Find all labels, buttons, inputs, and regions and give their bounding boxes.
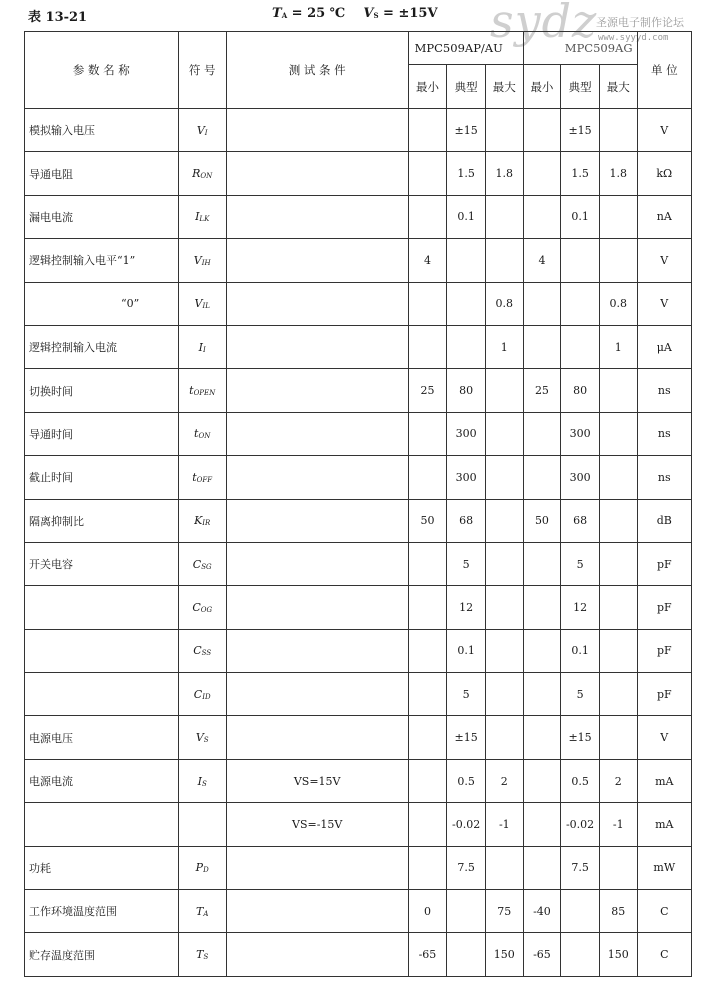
param-symbol	[178, 282, 226, 325]
symbol-subscript: S	[201, 779, 207, 788]
value-b-max	[599, 239, 637, 282]
table-row	[25, 109, 692, 152]
unit: μA	[637, 325, 691, 368]
symbol-subscript: OG	[200, 605, 213, 614]
param-symbol	[178, 759, 226, 802]
value-b-max: 85	[599, 890, 637, 933]
value-a-min: 0	[408, 890, 447, 933]
symbol-main: I	[198, 340, 203, 354]
symbol-subscript: OPEN	[193, 389, 216, 398]
symbol-main: P	[195, 861, 204, 875]
value-b-typ: 0.5	[561, 759, 600, 802]
param-symbol	[178, 629, 226, 672]
param-name: 逻辑控制输入电流	[25, 325, 179, 368]
param-name: 导通电阻	[25, 152, 179, 195]
value-a-min	[408, 282, 447, 325]
symbol-subscript: SG	[201, 562, 212, 571]
test-condition	[226, 846, 408, 889]
value-b-typ: 0.1	[561, 195, 600, 238]
value-a-max	[485, 716, 523, 759]
symbol-main: C	[192, 600, 201, 614]
symbol-main: T	[195, 904, 204, 918]
col-header-min: 最小	[523, 65, 561, 109]
symbol-main: C	[193, 687, 203, 701]
value-a-typ: 300	[447, 456, 486, 499]
value-a-typ: 0.5	[447, 759, 486, 802]
value-b-max	[599, 846, 637, 889]
value-b-min: 50	[523, 499, 561, 542]
value-a-min	[408, 325, 447, 368]
value-a-max	[485, 629, 523, 672]
test-condition	[226, 239, 408, 282]
value-b-min: 4	[523, 239, 561, 282]
value-a-min	[408, 629, 447, 672]
param-symbol	[178, 542, 226, 585]
table-row	[25, 456, 692, 499]
value-a-max: 1	[485, 325, 523, 368]
param-symbol	[178, 586, 226, 629]
vs-symbol: V	[363, 6, 374, 21]
unit: ns	[637, 369, 691, 412]
spec-table	[24, 31, 692, 977]
table-condition	[272, 6, 438, 30]
value-a-max	[485, 369, 523, 412]
value-b-min	[523, 716, 561, 759]
watermark-title: 圣源电子制作论坛	[596, 16, 684, 29]
param-symbol	[178, 239, 226, 282]
value-a-max	[485, 673, 523, 716]
value-a-min: 4	[408, 239, 447, 282]
test-condition	[226, 282, 408, 325]
value-b-typ	[561, 890, 600, 933]
col-header-typ: 典型	[561, 65, 600, 109]
test-condition	[226, 325, 408, 368]
value-a-typ: 12	[447, 586, 486, 629]
value-a-max	[485, 195, 523, 238]
value-a-typ: 80	[447, 369, 486, 412]
symbol-main: t	[189, 384, 194, 398]
value-b-typ: 7.5	[561, 846, 600, 889]
col-header-series-a: MPC509AP/AU	[408, 32, 523, 65]
symbol-main: C	[193, 644, 202, 658]
value-b-max	[599, 673, 637, 716]
value-b-max: -1	[599, 803, 637, 846]
table-row	[25, 759, 692, 802]
value-a-typ	[447, 325, 486, 368]
table-row	[25, 673, 692, 716]
symbol-subscript: IH	[201, 258, 211, 267]
table-row	[25, 412, 692, 455]
value-b-max: 0.8	[599, 282, 637, 325]
unit: V	[637, 282, 691, 325]
unit: mA	[637, 803, 691, 846]
value-a-max: -1	[485, 803, 523, 846]
symbol-main: T	[196, 948, 204, 962]
test-condition	[226, 152, 408, 195]
watermark-logo: sydz	[490, 0, 598, 48]
value-a-max	[485, 456, 523, 499]
symbol-subscript: I	[204, 128, 208, 137]
value-b-typ	[561, 325, 600, 368]
param-name: 电源电流	[25, 759, 179, 802]
symbol-main: V	[194, 297, 203, 311]
value-b-max: 2	[599, 759, 637, 802]
unit: pF	[637, 673, 691, 716]
value-b-typ: 80	[561, 369, 600, 412]
value-b-typ: -0.02	[561, 803, 600, 846]
unit: V	[637, 239, 691, 282]
test-condition	[226, 542, 408, 585]
test-condition	[226, 456, 408, 499]
value-b-typ: 5	[561, 673, 600, 716]
test-condition: VS=-15V	[226, 803, 408, 846]
param-symbol	[178, 846, 226, 889]
param-name: 功耗	[25, 846, 179, 889]
value-a-min	[408, 673, 447, 716]
param-symbol	[178, 499, 226, 542]
value-a-min: -65	[408, 933, 447, 976]
symbol-main: V	[193, 253, 202, 267]
col-header-condition: 测 试 条 件	[226, 32, 408, 109]
test-condition	[226, 195, 408, 238]
value-a-typ: ±15	[447, 716, 486, 759]
value-a-max	[485, 109, 523, 152]
param-symbol	[178, 109, 226, 152]
value-a-min	[408, 412, 447, 455]
col-header-series-b: MPC509AG	[523, 32, 637, 65]
unit: ns	[637, 456, 691, 499]
param-name: 隔离抑制比	[25, 499, 179, 542]
value-a-min	[408, 586, 447, 629]
table-row	[25, 629, 692, 672]
table-number: 表 13-21	[28, 10, 88, 25]
param-name: 开关电容	[25, 542, 179, 585]
unit: mW	[637, 846, 691, 889]
param-name: 漏电电流	[25, 195, 179, 238]
param-name: 导通时间	[25, 412, 179, 455]
symbol-subscript: ID	[202, 692, 211, 701]
symbol-subscript: IR	[202, 519, 211, 528]
value-b-min	[523, 412, 561, 455]
value-b-min: 25	[523, 369, 561, 412]
value-b-max	[599, 629, 637, 672]
value-b-min	[523, 629, 561, 672]
symbol-main: V	[196, 123, 205, 137]
value-b-typ: 1.5	[561, 152, 600, 195]
table-row	[25, 716, 692, 759]
table-row	[25, 152, 692, 195]
value-a-min	[408, 109, 447, 152]
unit: ns	[637, 412, 691, 455]
value-a-min: 50	[408, 499, 447, 542]
value-b-min	[523, 109, 561, 152]
value-a-min	[408, 846, 447, 889]
test-condition	[226, 412, 408, 455]
unit: pF	[637, 586, 691, 629]
spec-table-body	[25, 109, 692, 977]
value-b-min	[523, 759, 561, 802]
test-condition	[226, 369, 408, 412]
value-a-min	[408, 542, 447, 585]
test-condition	[226, 933, 408, 976]
value-b-max	[599, 542, 637, 585]
symbol-subscript: A	[203, 909, 209, 918]
table-row	[25, 195, 692, 238]
table-row	[25, 325, 692, 368]
unit: dB	[637, 499, 691, 542]
value-a-typ: 0.1	[447, 195, 486, 238]
test-condition	[226, 716, 408, 759]
col-header-typ: 典型	[447, 65, 486, 109]
table-row	[25, 586, 692, 629]
symbol-subscript: LK	[199, 215, 210, 224]
table-row	[25, 239, 692, 282]
param-symbol	[178, 195, 226, 238]
symbol-subscript: ON	[198, 432, 211, 441]
value-a-typ: -0.02	[447, 803, 486, 846]
symbol-main: R	[192, 167, 201, 181]
param-name	[25, 803, 179, 846]
param-symbol	[178, 716, 226, 759]
value-a-typ: 7.5	[447, 846, 486, 889]
value-a-max	[485, 412, 523, 455]
value-a-min	[408, 803, 447, 846]
value-a-typ	[447, 890, 486, 933]
symbol-subscript: ON	[200, 172, 213, 181]
value-a-min	[408, 716, 447, 759]
param-name: 逻辑控制输入电平“1”	[25, 239, 179, 282]
unit: mA	[637, 759, 691, 802]
value-b-max: 150	[599, 933, 637, 976]
table-row	[25, 369, 692, 412]
symbol-subscript: IL	[202, 302, 210, 311]
symbol-subscript: D	[203, 866, 209, 875]
value-a-typ: 0.1	[447, 629, 486, 672]
value-a-typ: 5	[447, 673, 486, 716]
unit: V	[637, 109, 691, 152]
table-row	[25, 803, 692, 846]
table-row	[25, 846, 692, 889]
value-a-max: 150	[485, 933, 523, 976]
param-name: 贮存温度范围	[25, 933, 179, 976]
value-b-max	[599, 412, 637, 455]
col-header-unit: 单 位	[637, 32, 691, 109]
value-b-min: -40	[523, 890, 561, 933]
value-b-typ	[561, 282, 600, 325]
test-condition	[226, 109, 408, 152]
test-condition	[226, 673, 408, 716]
value-b-typ	[561, 239, 600, 282]
value-b-max	[599, 499, 637, 542]
value-b-typ: 5	[561, 542, 600, 585]
unit: C	[637, 933, 691, 976]
ta-subscript: A	[281, 11, 288, 20]
unit: nA	[637, 195, 691, 238]
test-condition	[226, 629, 408, 672]
value-b-min	[523, 846, 561, 889]
test-condition	[226, 499, 408, 542]
value-a-max	[485, 499, 523, 542]
param-name: “0”	[25, 282, 179, 325]
value-a-typ: 68	[447, 499, 486, 542]
value-b-min	[523, 456, 561, 499]
param-symbol	[178, 456, 226, 499]
param-symbol	[178, 933, 226, 976]
value-a-min	[408, 759, 447, 802]
value-a-min	[408, 152, 447, 195]
value-b-typ: 300	[561, 412, 600, 455]
symbol-subscript: S	[203, 953, 209, 962]
value-b-min	[523, 673, 561, 716]
symbol-main: I	[197, 774, 202, 788]
value-a-max	[485, 846, 523, 889]
col-header-min: 最小	[408, 65, 447, 109]
value-b-max	[599, 195, 637, 238]
param-name	[25, 673, 179, 716]
symbol-main: t	[192, 470, 197, 484]
param-symbol	[178, 673, 226, 716]
table-row	[25, 282, 692, 325]
value-b-max	[599, 586, 637, 629]
value-b-typ: 0.1	[561, 629, 600, 672]
value-a-max: 1.8	[485, 152, 523, 195]
value-b-max: 1	[599, 325, 637, 368]
col-header-max: 最大	[485, 65, 523, 109]
symbol-subscript: SS	[201, 649, 212, 658]
col-header-symbol: 符 号	[178, 32, 226, 109]
ta-value: = 25 ℃	[287, 6, 346, 21]
symbol-subscript: OFF	[196, 475, 213, 484]
symbol-main: t	[194, 427, 199, 441]
value-a-max	[485, 239, 523, 282]
param-symbol	[178, 369, 226, 412]
param-name	[25, 629, 179, 672]
param-name: 工作环境温度范围	[25, 890, 179, 933]
symbol-main: V	[195, 731, 204, 745]
value-b-max	[599, 369, 637, 412]
value-a-typ: 1.5	[447, 152, 486, 195]
value-a-max: 0.8	[485, 282, 523, 325]
value-b-typ	[561, 933, 600, 976]
watermark-url: www.syyyd.com	[598, 33, 669, 43]
symbol-main: C	[192, 557, 202, 571]
unit: V	[637, 716, 691, 759]
value-b-min	[523, 195, 561, 238]
unit: C	[637, 890, 691, 933]
symbol-main: K	[194, 514, 203, 528]
value-b-min	[523, 152, 561, 195]
param-symbol	[178, 412, 226, 455]
table-row	[25, 933, 692, 976]
value-a-typ	[447, 933, 486, 976]
col-header-name: 参 数 名 称	[25, 32, 179, 109]
symbol-subscript: S	[203, 736, 209, 745]
table-row	[25, 499, 692, 542]
value-a-max	[485, 542, 523, 585]
value-a-typ: 300	[447, 412, 486, 455]
value-b-typ: 300	[561, 456, 600, 499]
value-b-min: -65	[523, 933, 561, 976]
value-b-max	[599, 716, 637, 759]
param-symbol	[178, 325, 226, 368]
value-a-typ: 5	[447, 542, 486, 585]
unit: kΩ	[637, 152, 691, 195]
test-condition	[226, 890, 408, 933]
param-name: 切换时间	[25, 369, 179, 412]
value-b-min	[523, 542, 561, 585]
value-b-max	[599, 109, 637, 152]
value-a-max: 2	[485, 759, 523, 802]
symbol-subscript: I	[202, 345, 206, 354]
test-condition	[226, 586, 408, 629]
value-a-max: 75	[485, 890, 523, 933]
vs-value: = ±15V	[378, 6, 438, 21]
unit: pF	[637, 629, 691, 672]
unit: pF	[637, 542, 691, 585]
value-b-min	[523, 325, 561, 368]
param-symbol	[178, 803, 226, 846]
param-name: 截止时间	[25, 456, 179, 499]
value-a-min	[408, 456, 447, 499]
param-name	[25, 586, 179, 629]
value-a-typ	[447, 282, 486, 325]
value-b-max	[599, 456, 637, 499]
value-b-max: 1.8	[599, 152, 637, 195]
value-a-min: 25	[408, 369, 447, 412]
param-symbol	[178, 152, 226, 195]
param-name: 模拟输入电压	[25, 109, 179, 152]
value-b-typ: 68	[561, 499, 600, 542]
table-row	[25, 542, 692, 585]
value-b-typ: ±15	[561, 716, 600, 759]
vs-subscript: S	[373, 11, 379, 20]
value-a-max	[485, 586, 523, 629]
value-a-min	[408, 195, 447, 238]
table-row	[25, 890, 692, 933]
value-a-typ: ±15	[447, 109, 486, 152]
value-b-typ: ±15	[561, 109, 600, 152]
col-header-max: 最大	[599, 65, 637, 109]
value-b-min	[523, 586, 561, 629]
test-condition: VS=15V	[226, 759, 408, 802]
param-symbol	[178, 890, 226, 933]
value-b-min	[523, 803, 561, 846]
value-b-min	[523, 282, 561, 325]
param-name: 电源电压	[25, 716, 179, 759]
ta-symbol: T	[272, 6, 282, 21]
symbol-main: I	[195, 210, 200, 224]
value-a-typ	[447, 239, 486, 282]
value-b-typ: 12	[561, 586, 600, 629]
